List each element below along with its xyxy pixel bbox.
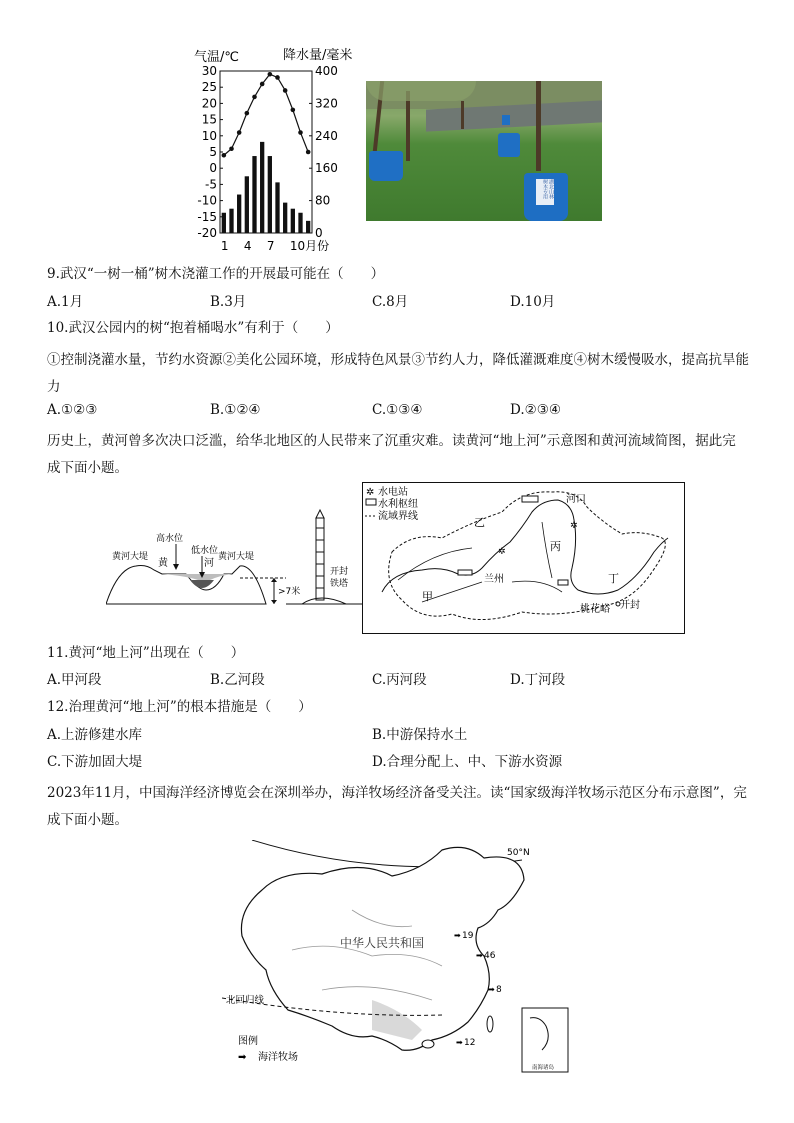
- precip-bar: [245, 176, 249, 233]
- temp-line: [222, 72, 311, 158]
- q11-option-b[interactable]: B.乙河段: [210, 672, 265, 688]
- q9-option-c[interactable]: C.8月: [372, 294, 409, 310]
- temp-tick-label: -20: [197, 226, 217, 240]
- ranch-count-46: 46: [484, 951, 496, 961]
- q9-option-d[interactable]: D.10月: [510, 294, 556, 310]
- temp-tick-label: 0: [209, 161, 217, 176]
- precip-bar: [237, 195, 241, 233]
- right-dike-label: 黄河大堤: [218, 552, 255, 562]
- temp-tick-label: 25: [201, 80, 217, 95]
- temp-point: [222, 153, 227, 158]
- q10-option-b[interactable]: B.①②④: [210, 402, 261, 418]
- q9-stem: 9.武汉“一树一桶”树木浇灌工作的开展最可能在（ ）: [47, 266, 385, 282]
- fish-icon: ➡: [476, 951, 483, 960]
- q9-option-b[interactable]: B.3月: [210, 294, 247, 310]
- temp-point: [298, 130, 303, 135]
- q10-option-a[interactable]: A.①②③: [47, 402, 98, 418]
- label-yi: 乙: [474, 516, 485, 529]
- temp-tick-label: 20: [201, 96, 217, 111]
- legend-hub: 水利枢纽: [378, 499, 418, 510]
- q9-option-a[interactable]: A.1月: [47, 294, 84, 310]
- precip-tick-label: 0: [315, 226, 323, 240]
- bucket-front: [524, 173, 568, 221]
- fish-icon: ➡: [456, 1038, 463, 1047]
- fish-icon: ➡: [488, 985, 495, 994]
- hub-icon: [366, 499, 376, 505]
- climate-chart: [190, 44, 365, 256]
- precip-bar: [283, 203, 287, 233]
- yellow-river-basin-map: [362, 482, 685, 634]
- temp-point: [268, 72, 273, 77]
- river-char-he: 河: [204, 558, 214, 569]
- temp-tick-label: -15: [197, 209, 217, 224]
- month-tick-label: 10月份: [289, 239, 330, 253]
- fish-icon: ➡: [238, 1052, 247, 1063]
- precip-axis-label: 降水量/毫米: [283, 48, 353, 63]
- month-tick-label: 4: [243, 239, 252, 253]
- temp-point: [291, 108, 296, 113]
- legend-title: 图例: [238, 1036, 258, 1047]
- q10-choices: ①控制浇灌水量，节约水资源②美化公园环境，形成特色风景③节约人力，降低灌溉难度④树木缓慢吸水，提高抗旱能力: [47, 352, 749, 395]
- ranch-count-12: 12: [464, 1038, 476, 1048]
- precip-bar: [275, 182, 279, 233]
- precip-bar: [268, 156, 272, 233]
- label-lanzhou: 兰州: [484, 574, 504, 585]
- temp-point: [283, 88, 288, 93]
- temp-point: [229, 146, 234, 151]
- precip-bar: [229, 209, 233, 233]
- tropic-label: 北回归线: [226, 995, 265, 1006]
- q12-option-c[interactable]: C.下游加固大堤: [47, 754, 143, 770]
- temp-tick-label: 30: [201, 64, 217, 78]
- precip-bar: [260, 142, 264, 233]
- month-tick-label: 7: [266, 239, 275, 253]
- svg-text:✲: ✲: [570, 521, 578, 531]
- precip-bar: [298, 213, 302, 233]
- temp-polyline: [224, 74, 308, 155]
- park-photo: [366, 81, 602, 221]
- river-char-huang: 黄: [158, 558, 168, 569]
- q11-option-d[interactable]: D.丁河段: [510, 672, 566, 688]
- precip-bar: [222, 213, 226, 233]
- precip-tick-label: 160: [315, 161, 338, 176]
- precip-tick-label: 400: [315, 64, 338, 78]
- height-label: >7米: [278, 587, 301, 597]
- q12-option-d[interactable]: D.合理分配上、中、下游水资源: [372, 754, 563, 770]
- temp-ticks: [197, 64, 223, 240]
- temp-point: [237, 130, 242, 135]
- high-water-label: 高水位: [156, 534, 184, 544]
- tower-label-1: 开封: [330, 567, 349, 577]
- precip-tick-label: 320: [315, 96, 338, 111]
- precip-bar: [291, 209, 295, 233]
- intro-ocean-ranch: 2023年11月，中国海洋经济博览会在深圳举办，海洋牧场经济备受关注。读“国家级海洋牧场示范区分布示意图”，完成下面小题。: [47, 785, 747, 828]
- legend-ranch: 海洋牧场: [258, 1052, 298, 1063]
- temp-point: [260, 82, 265, 87]
- ranch-count-8: 8: [496, 985, 502, 995]
- intro-yellow-river: 历史上，黄河曾多次决口泛滥，给华北地区的人民带来了沉重灾难。读黄河“地上河”示意图和黄河流域简图，据此完成下面小题。: [47, 433, 736, 476]
- above-ground-river-diagram: [106, 508, 364, 608]
- precip-bars: [222, 142, 311, 233]
- precip-bar: [306, 221, 310, 233]
- label-hekou: 河口: [566, 494, 586, 505]
- temp-point: [306, 150, 311, 155]
- q12-option-a[interactable]: A.上游修建水库: [47, 727, 143, 743]
- temp-tick-label: 15: [201, 112, 217, 127]
- temp-point: [245, 111, 250, 116]
- temp-point: [252, 95, 257, 100]
- label-taohuayu: 桃花峪: [580, 604, 610, 615]
- bucket-label: 湖北山林 树木专用: [536, 179, 554, 205]
- ranch-count-19: 19: [462, 931, 474, 941]
- label-jia: 甲: [422, 590, 433, 603]
- country-label: 中华人民共和国: [340, 936, 425, 950]
- bucket-back: [498, 133, 520, 157]
- inset-label: 南海诸岛: [532, 1065, 555, 1071]
- label-ding: 丁: [608, 572, 619, 585]
- precip-bar: [252, 156, 256, 233]
- left-dike-label: 黄河大堤: [112, 552, 149, 562]
- hydro-station-icon: ✲: [366, 487, 375, 498]
- legend-boundary: 流域界线: [378, 511, 418, 522]
- label-kaifeng: 开封: [620, 600, 640, 611]
- south-sea-inset: [522, 1008, 568, 1072]
- q11-stem: 11.黄河“地上河”出现在（ ）: [47, 645, 245, 661]
- precip-tick-label: 240: [315, 128, 338, 143]
- legend-station: 水电站: [378, 487, 408, 498]
- q10-option-c[interactable]: C.①③④: [372, 402, 423, 418]
- label-bing: 丙: [550, 540, 561, 553]
- q11-option-a[interactable]: A.甲河段: [47, 672, 102, 688]
- q12-stem: 12.治理黄河“地上河”的根本措施是（ ）: [47, 699, 312, 715]
- temp-tick-label: -5: [205, 177, 217, 192]
- tower-label-2: 铁塔: [330, 579, 349, 589]
- lat-50n-label: 50°N: [507, 848, 530, 858]
- ocean-ranch-map: [222, 840, 572, 1075]
- q11-option-c[interactable]: C.丙河段: [372, 672, 427, 688]
- temp-axis-label: 气温/℃: [194, 50, 239, 65]
- month-ticks: [221, 239, 329, 253]
- temp-point: [275, 75, 280, 80]
- q12-option-b[interactable]: B.中游保持水土: [372, 727, 468, 743]
- temp-tick-label: 10: [201, 128, 217, 143]
- temp-tick-label: 5: [209, 145, 217, 159]
- q10-stem: 10.武汉公园内的树“抱着桶喝水”有利于（ ）: [47, 320, 339, 336]
- precip-tick-label: 80: [315, 193, 331, 208]
- fish-icon: ➡: [454, 931, 461, 940]
- precip-ticks: [309, 64, 338, 240]
- low-water-label: 低水位: [191, 546, 219, 556]
- temp-tick-label: -10: [197, 193, 217, 208]
- month-tick-label: 1: [220, 239, 229, 253]
- q10-option-d[interactable]: D.②③④: [510, 402, 561, 418]
- svg-text:✲: ✲: [498, 547, 506, 557]
- bucket-left: [369, 151, 403, 181]
